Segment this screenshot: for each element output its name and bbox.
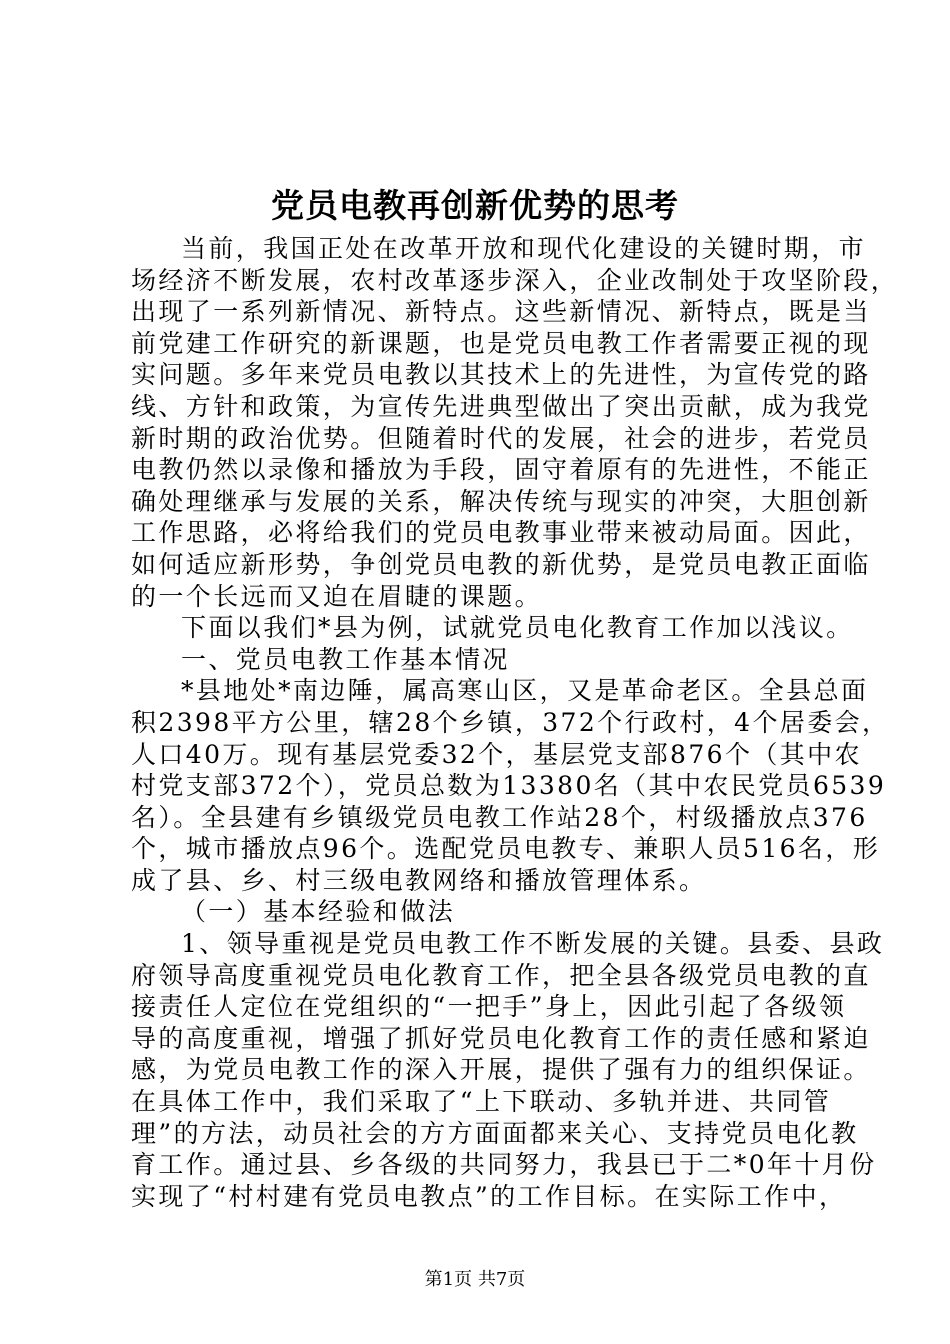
document-title: 党员电教再创新优势的思考: [271, 186, 679, 225]
text-line: 前党建工作研究的新课题，也是党员电教工作者需要正视的现: [131, 328, 871, 358]
text-line: 电教仍然以录像和播放为手段，固守着原有的先进性，不能正: [131, 455, 871, 485]
text-line: 确处理继承与发展的关系，解决传统与现实的冲突，大胆创新: [131, 486, 871, 516]
text-line: *县地处*南边陲，属高寒山区，又是革命老区。全县总面: [181, 676, 869, 706]
text-line: 感，为党员电教工作的深入开展，提供了强有力的组织保证。: [131, 1055, 871, 1085]
text-line: 成了县、乡、村三级电教网络和播放管理体系。: [131, 865, 707, 895]
text-line: 当前，我国正处在改革开放和现代化建设的关键时期，市: [181, 234, 867, 263]
text-line: 人口40万。现有基层党委32个，基层党支部876个（其中农: [131, 739, 862, 769]
text-line: 导的高度重视，增强了抓好党员电化教育工作的责任感和紧迫: [131, 1023, 871, 1053]
text-line: 出现了一系列新情况、新特点。这些新情况、新特点，既是当: [131, 297, 871, 327]
subsection-heading: （一）基本经验和做法: [181, 897, 456, 927]
text-line: 名）。全县建有乡镇级党员电教工作站28个，村级播放点376: [131, 802, 868, 832]
text-line: 新时期的政治优势。但随着时代的发展，社会的进步，若党员: [131, 423, 871, 453]
text-line: 积2398平方公里，辖28个乡镇，372个行政村，4个居委会，: [131, 707, 890, 737]
text-line: 的一个长远而又迫在眉睫的课题。: [131, 581, 543, 611]
text-line: 线、方针和政策，为宣传先进典型做出了突出贡献，成为我党: [131, 391, 871, 421]
text-line: 育工作。通过县、乡各级的共同努力，我县已于二*0年十月份: [131, 1150, 877, 1180]
text-line: 理”的方法，动员社会的方方面面都来关心、支持党员电化教: [131, 1118, 859, 1148]
text-line: 实问题。多年来党员电教以其技术上的先进性，为宣传党的路: [131, 360, 871, 390]
text-line: 村党支部372个），党员总数为13380名（其中农民党员6539: [131, 771, 887, 801]
text-line: 接责任人定位在党组织的“一把手”身上，因此引起了各级领: [131, 992, 847, 1022]
text-line: 场经济不断发展，农村改革逐步深入，企业改制处于攻坚阶段，: [131, 265, 899, 295]
text-line: 如何适应新形势，争创党员电教的新优势，是党员电教正面临: [131, 549, 871, 579]
section-heading: 一、党员电教工作基本情况: [181, 644, 510, 674]
text-line: 工作思路，必将给我们的党员电教事业带来被动局面。因此，: [131, 518, 871, 548]
text-line: 实现了“村村建有党员电教点”的工作目标。在实际工作中，: [131, 1181, 847, 1211]
page-footer: 第1页 共7页: [424, 1269, 526, 1290]
text-line: 府领导高度重视党员电化教育工作，把全县各级党员电教的直: [131, 960, 871, 990]
text-line: 在具体工作中，我们采取了“上下联动、多轨并进、共同管: [131, 1087, 832, 1117]
document-body: [131, 233, 899, 1212]
text-line: 下面以我们*县为例，试就党员电化教育工作加以浅议。: [181, 613, 854, 643]
text-line: 个，城市播放点96个。选配党员电教专、兼职人员516名，形: [131, 834, 881, 864]
text-line: 1、领导重视是党员电教工作不断发展的关键。县委、县政: [181, 929, 885, 959]
